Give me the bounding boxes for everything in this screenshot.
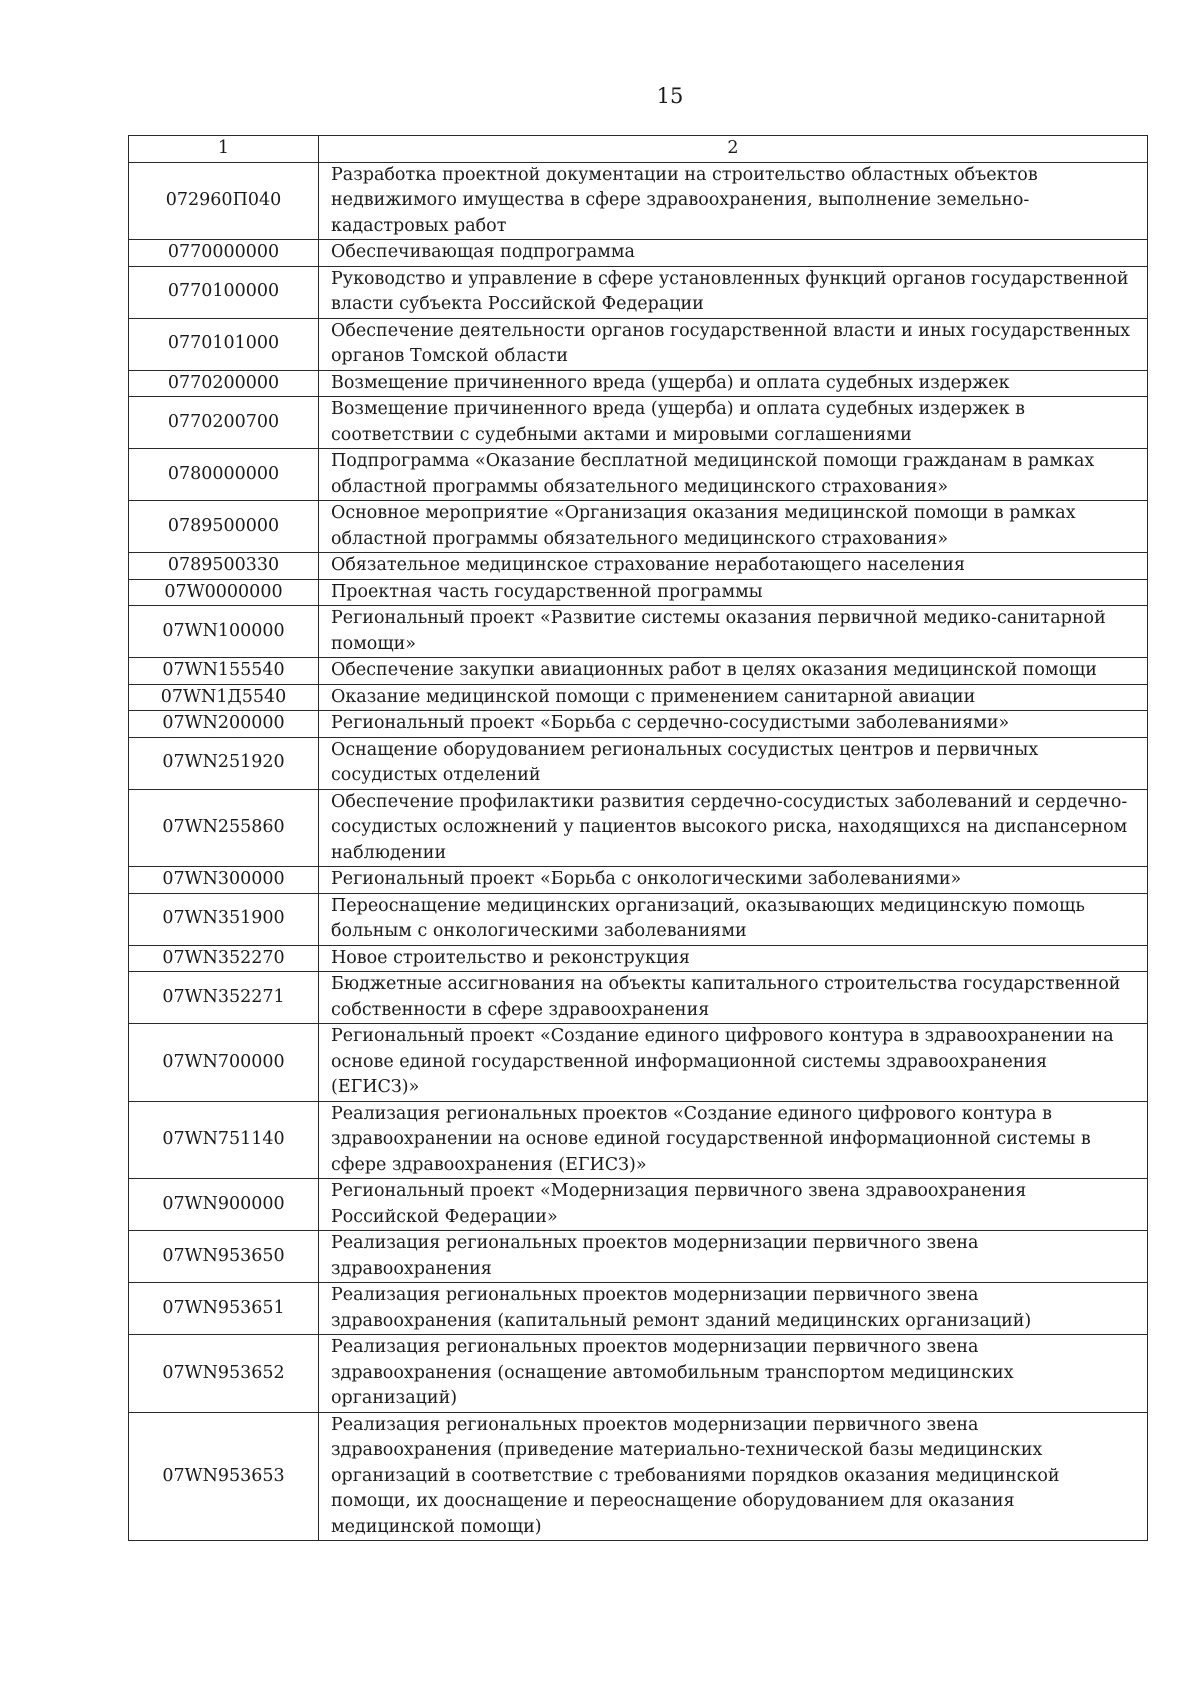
row-code: 0770000000 (129, 240, 319, 267)
row-description: Проектная часть государственной программы (319, 579, 1148, 606)
row-description: Возмещение причиненного вреда (ущерба) и оплата судебных издержек в соответствии с судебными актами и мировыми соглашениями (319, 397, 1148, 449)
table-body (129, 162, 1148, 1541)
row-description: Новое строительство и реконструкция (319, 945, 1148, 972)
budget-code-table (128, 135, 1148, 1541)
table-row (129, 1412, 1148, 1541)
row-description: Региональный проект «Создание единого цифрового контура в здравоохранении на основе единой государственной информационной системы здравоохранения (ЕГИСЗ)» (319, 1024, 1148, 1102)
row-description: Переоснащение медицинских организаций, оказывающих медицинскую помощь больным с онкологическими заболеваниями (319, 893, 1148, 945)
row-description: Оказание медицинской помощи с применением санитарной авиации (319, 684, 1148, 711)
table-row (129, 893, 1148, 945)
row-description: Реализация региональных проектов «Создание единого цифрового контура в здравоохранении на основе единой государственной информационной системы в сфере здравоохранения (ЕГИСЗ)» (319, 1101, 1148, 1179)
table-row (129, 606, 1148, 658)
table-row (129, 867, 1148, 894)
row-code: 0780000000 (129, 449, 319, 501)
table-row (129, 737, 1148, 789)
row-description: Региональный проект «Борьба с сердечно-сосудистыми заболеваниями» (319, 711, 1148, 738)
row-code: 07WN155540 (129, 658, 319, 685)
row-code: 07WN352271 (129, 972, 319, 1024)
row-code: 07WN100000 (129, 606, 319, 658)
table-row (129, 945, 1148, 972)
row-description: Подпрограмма «Оказание бесплатной медицинской помощи гражданам в рамках областной программы обязательного медицинского страхования» (319, 449, 1148, 501)
row-description: Региональный проект «Борьба с онкологическими заболеваниями» (319, 867, 1148, 894)
row-description: Руководство и управление в сфере установленных функций органов государственной власти субъекта Российской Федерации (319, 266, 1148, 318)
row-code: 0789500000 (129, 501, 319, 553)
page-number: 15 (656, 84, 684, 108)
table-row (129, 972, 1148, 1024)
row-code: 07WN953652 (129, 1335, 319, 1413)
row-description: Оснащение оборудованием региональных сосудистых центров и первичных сосудистых отделений (319, 737, 1148, 789)
table-row (129, 318, 1148, 370)
table-row (129, 501, 1148, 553)
row-code: 07WN900000 (129, 1179, 319, 1231)
row-code: 0789500330 (129, 553, 319, 580)
table-row (129, 1024, 1148, 1102)
row-description: Обеспечение профилактики развития сердечно-сосудистых заболеваний и сердечно-сосудистых осложнений у пациентов высокого риска, находящихся на диспансерном наблюдении (319, 789, 1148, 867)
table-row (129, 684, 1148, 711)
table-header-row (129, 136, 1148, 163)
table-row (129, 1179, 1148, 1231)
row-description: Региональный проект «Модернизация первичного звена здравоохранения Российской Федерации» (319, 1179, 1148, 1231)
row-description: Обеспечивающая подпрограмма (319, 240, 1148, 267)
row-code: 07WN700000 (129, 1024, 319, 1102)
row-code: 07WN351900 (129, 893, 319, 945)
table-row (129, 397, 1148, 449)
row-code: 07WN953651 (129, 1283, 319, 1335)
row-description: Возмещение причиненного вреда (ущерба) и оплата судебных издержек (319, 370, 1148, 397)
table-row (129, 1231, 1148, 1283)
row-code: 0770101000 (129, 318, 319, 370)
row-code: 0770100000 (129, 266, 319, 318)
row-description: Реализация региональных проектов модернизации первичного звена здравоохранения (капитальный ремонт зданий медицинских организаций) (319, 1283, 1148, 1335)
table-row (129, 553, 1148, 580)
row-code: 07WN200000 (129, 711, 319, 738)
row-code: 07WN1Д5540 (129, 684, 319, 711)
row-description: Бюджетные ассигнования на объекты капитального строительства государственной собственности в сфере здравоохранения (319, 972, 1148, 1024)
table-row (129, 266, 1148, 318)
column-header-code: 1 (129, 136, 319, 163)
table-row (129, 579, 1148, 606)
row-code: 07WN953650 (129, 1231, 319, 1283)
row-code: 07WN751140 (129, 1101, 319, 1179)
table-row (129, 789, 1148, 867)
row-description: Реализация региональных проектов модернизации первичного звена здравоохранения (приведение материально-технической базы медицинских организаций в соответствие с требованиями порядков оказания медицинской помощи, их дооснащение и переоснащение оборудованием для оказания медицинской помощи) (319, 1412, 1148, 1541)
row-description: Разработка проектной документации на строительство областных объектов недвижимого имущества в сфере здравоохранения, выполнение земельно-кадастровых работ (319, 162, 1148, 240)
row-description: Обязательное медицинское страхование неработающего населения (319, 553, 1148, 580)
row-description: Обеспечение деятельности органов государственной власти и иных государственных органов Томской области (319, 318, 1148, 370)
row-code: 07WN953653 (129, 1412, 319, 1541)
table-row (129, 162, 1148, 240)
row-code: 0770200700 (129, 397, 319, 449)
table-row (129, 711, 1148, 738)
table-row (129, 1335, 1148, 1413)
column-header-description: 2 (319, 136, 1148, 163)
table-row (129, 1101, 1148, 1179)
table-row (129, 370, 1148, 397)
row-code: 07WN300000 (129, 867, 319, 894)
table-row (129, 240, 1148, 267)
row-code: 07WN255860 (129, 789, 319, 867)
table-row (129, 658, 1148, 685)
row-description: Реализация региональных проектов модернизации первичного звена здравоохранения (оснащение автомобильным транспортом медицинских организаций) (319, 1335, 1148, 1413)
row-description: Основное мероприятие «Организация оказания медицинской помощи в рамках областной программы обязательного медицинского страхования» (319, 501, 1148, 553)
row-code: 07WN352270 (129, 945, 319, 972)
table-row (129, 449, 1148, 501)
row-code: 07W0000000 (129, 579, 319, 606)
row-code: 07WN251920 (129, 737, 319, 789)
table-row (129, 1283, 1148, 1335)
row-description: Региональный проект «Развитие системы оказания первичной медико-санитарной помощи» (319, 606, 1148, 658)
row-code: 0770200000 (129, 370, 319, 397)
row-description: Реализация региональных проектов модернизации первичного звена здравоохранения (319, 1231, 1148, 1283)
row-code: 072960П040 (129, 162, 319, 240)
row-description: Обеспечение закупки авиационных работ в целях оказания медицинской помощи (319, 658, 1148, 685)
